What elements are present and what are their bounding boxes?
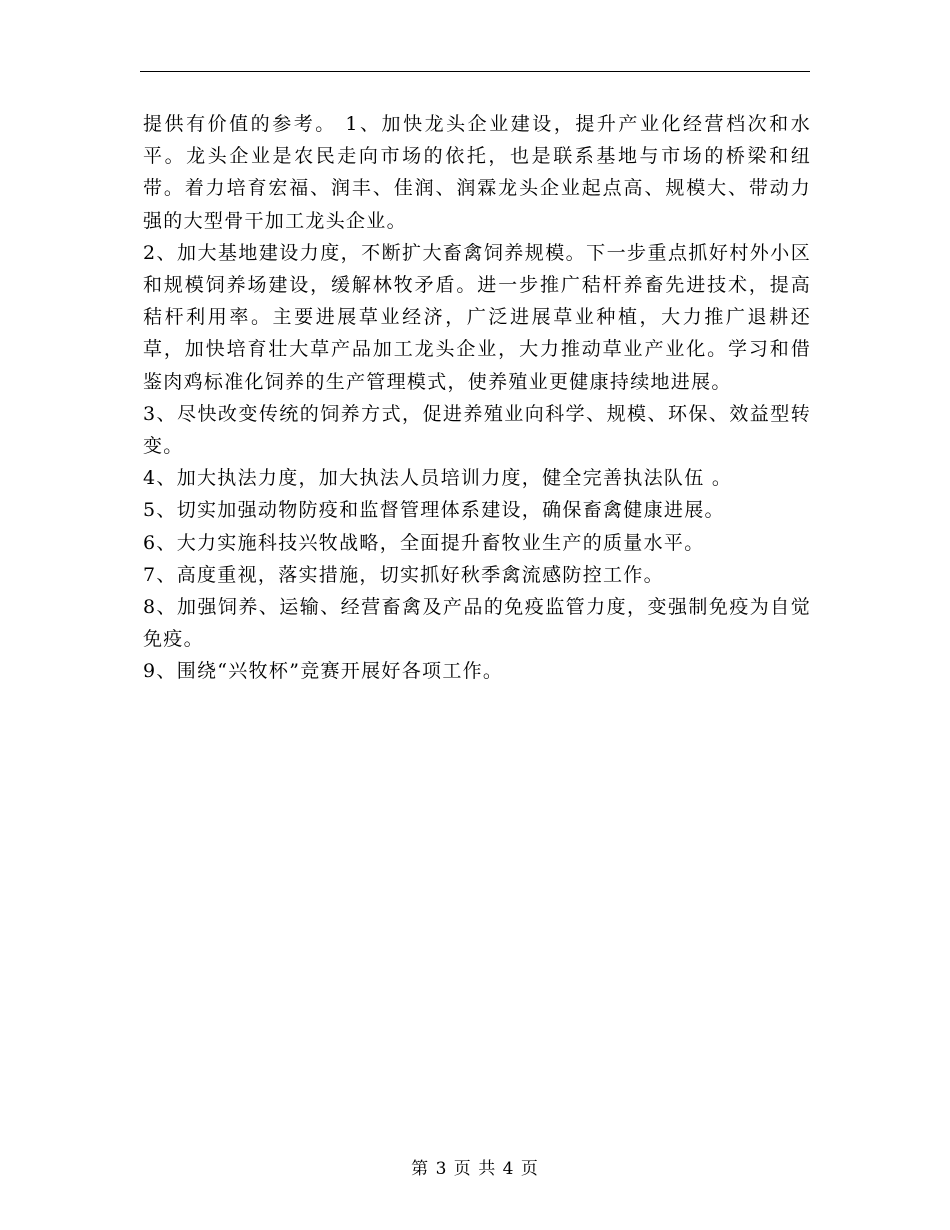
paragraph-1: 提供有价值的参考。 1、加快龙头企业建设，提升产业化经营档次和水平。龙头企业是农民走向市场的依托，也是联系基地与市场的桥梁和纽带。着力培育宏福、润丰、佳润、润霖龙头企业起点高、规模大、带动力强的大型骨干加工龙头企业。 <box>143 113 811 232</box>
paragraph-6: 6、大力实施科技兴牧战略，全面提升畜牧业生产的质量水平。 <box>143 531 705 554</box>
paragraph-3: 3、尽快改变传统的饲养方式，促进养殖业向科学、规模、环保、效益型转变。 <box>143 402 811 458</box>
document-body <box>143 108 811 688</box>
page-number-label: 第 3 页 共 4 页 <box>411 1159 539 1179</box>
paragraph-7: 7、高度重视，落实措施，切实抓好秋季禽流感防控工作。 <box>143 563 664 586</box>
paragraph-5: 5、切实加强动物防疫和监督管理体系建设，确保畜禽健康进展。 <box>143 499 725 522</box>
paragraph-4: 4、加大执法力度，加大执法人员培训力度，健全完善执法队伍 。 <box>143 467 733 490</box>
paragraph-8: 8、加强饲养、运输、经营畜禽及产品的免疫监管力度，变强制免疫为自觉免疫。 <box>143 596 811 651</box>
header-rule <box>140 71 810 72</box>
page-footer <box>0 1154 950 1179</box>
paragraph-2: 2、加大基地建设力度，不断扩大畜禽饲养规模。下一步重点抓好村外小区和规模饲养场建设，缓解林牧矛盾。进一步推广秸杆养畜先进技术，提高秸杆利用率。主要进展草业经济，广泛进展草业种植，大力推广退耕还草，加快培育壮大草产品加工龙头企业，大力推动草业产业化。学习和借鉴肉鸡标准化饲养的生产管理模式，使养殖业更健康持续地进展。 <box>143 241 811 393</box>
paragraph-9: 9、围绕“兴牧杯”竞赛开展好各项工作。 <box>143 660 504 683</box>
